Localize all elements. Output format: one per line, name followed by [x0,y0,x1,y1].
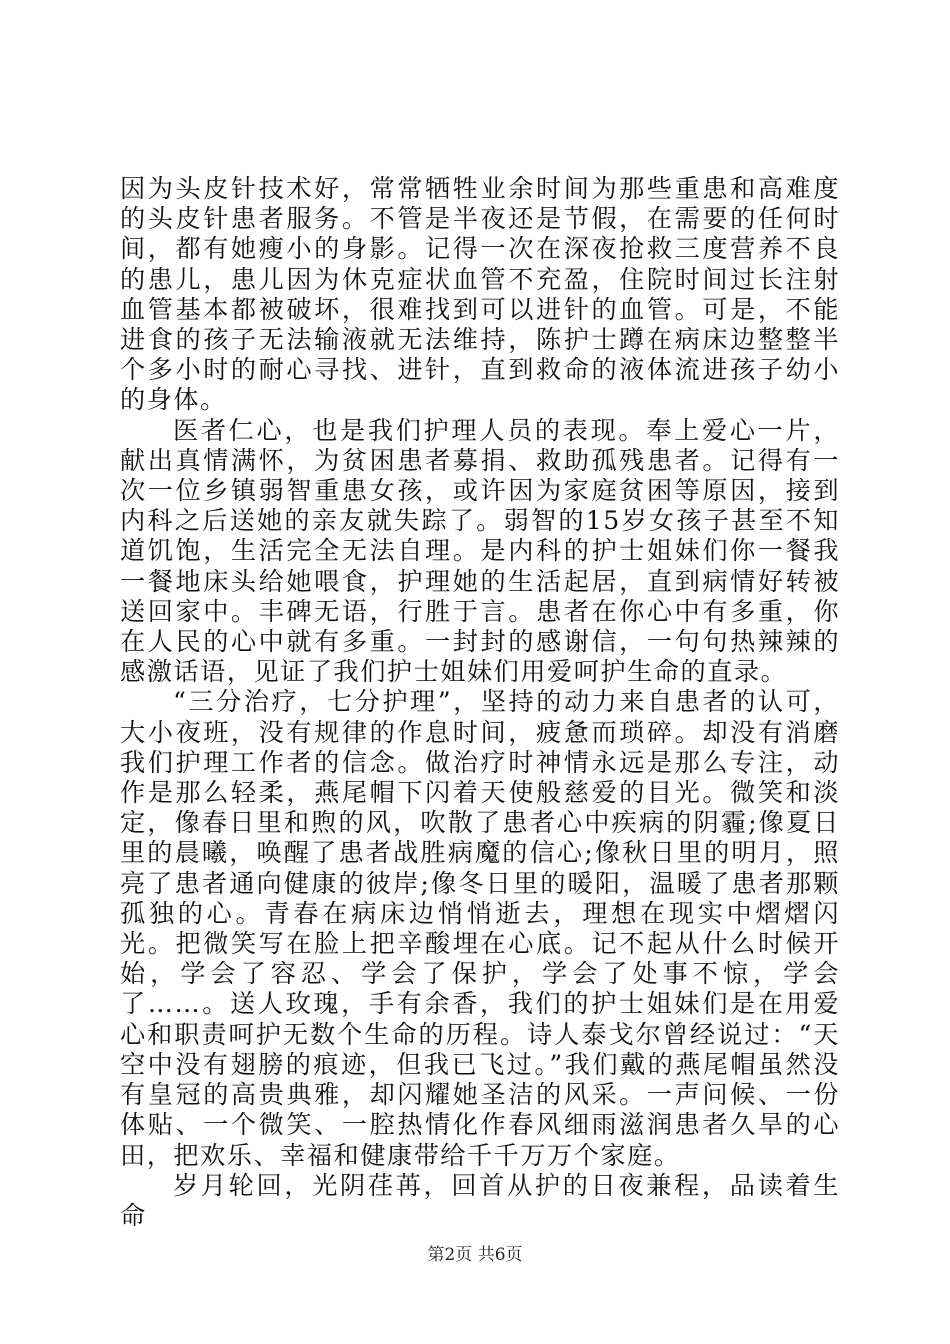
page-footer: 第2页 共6页 [427,1245,523,1265]
body-text [120,174,840,1231]
paragraph-1: 因为头皮针技术好，常常牺牲业余时间为那些重患和高难度的头皮针患者服务。不管是半夜还是节假，在需要的任何时间，都有她瘦小的身影。记得一次在深夜抢救三度营养不良的患儿，患儿因为休克症状血管不充盈，住院时间过长注射血管基本都被破坏，很难找到可以进针的血管。可是，不能进食的孩子无法输液就无法维持，陈护士蹲在病床边整整半个多小时的耐心寻找、进针，直到救命的液体流进孩子幼小的身体。 [120,174,840,415]
paragraph-2: 医者仁心，也是我们护理人员的表现。奉上爱心一片，献出真情满怀，为贫困患者募捐、救助孤残患者。记得有一次一位乡镇弱智重患女孩，或许因为家庭贫困等原因，接到内科之后送她的亲友就失踪了。弱智的15岁女孩子甚至不知道饥饱，生活完全无法自理。是内科的护士姐妹们你一餐我一餐地床头给她喂食，护理她的生活起居，直到病情好转被送回家中。丰碑无语，行胜于言。患者在你心中有多重，你在人民的心中就有多重。一封封的感谢信，一句句热辣辣的感激话语，见证了我们护士姐妹们用爱呵护生命的直录。 [120,415,840,687]
paragraph-4: 岁月轮回，光阴荏苒，回首从护的日夜兼程，品读着生命 [120,1170,840,1230]
paragraph-3: “三分治疗，七分护理”，坚持的动力来自患者的认可，大小夜班，没有规律的作息时间，疲惫而琐碎。却没有消磨我们护理工作者的信念。做治疗时神情永远是那么专注，动作是那么轻柔，燕尾帽下闪着天使般慈爱的目光。微笑和淡定，像春日里和煦的风，吹散了患者心中疾病的阴霾;像夏日里的晨曦，唤醒了患者战胜病魔的信心;像秋日里的明月，照亮了患者通向健康的彼岸;像冬日里的暖阳，温暖了患者那颗孤独的心。青春在病床边悄悄逝去，理想在现实中熠熠闪光。把微笑写在脸上把辛酸埋在心底。记不起从什么时候开始，学会了容忍、学会了保护，学会了处事不惊，学会了……。送人玫瑰，手有余香，我们的护士姐妹们是在用爱心和职责呵护无数个生命的历程。诗人泰戈尔曾经说过：“天空中没有翅膀的痕迹，但我已飞过。”我们戴的燕尾帽虽然没有皇冠的高贵典雅，却闪耀她圣洁的风采。一声问候、一份体贴、一个微笑、一腔热情化作春风细雨滋润患者久旱的心田，把欢乐、幸福和健康带给千千万万个家庭。 [120,687,840,1170]
